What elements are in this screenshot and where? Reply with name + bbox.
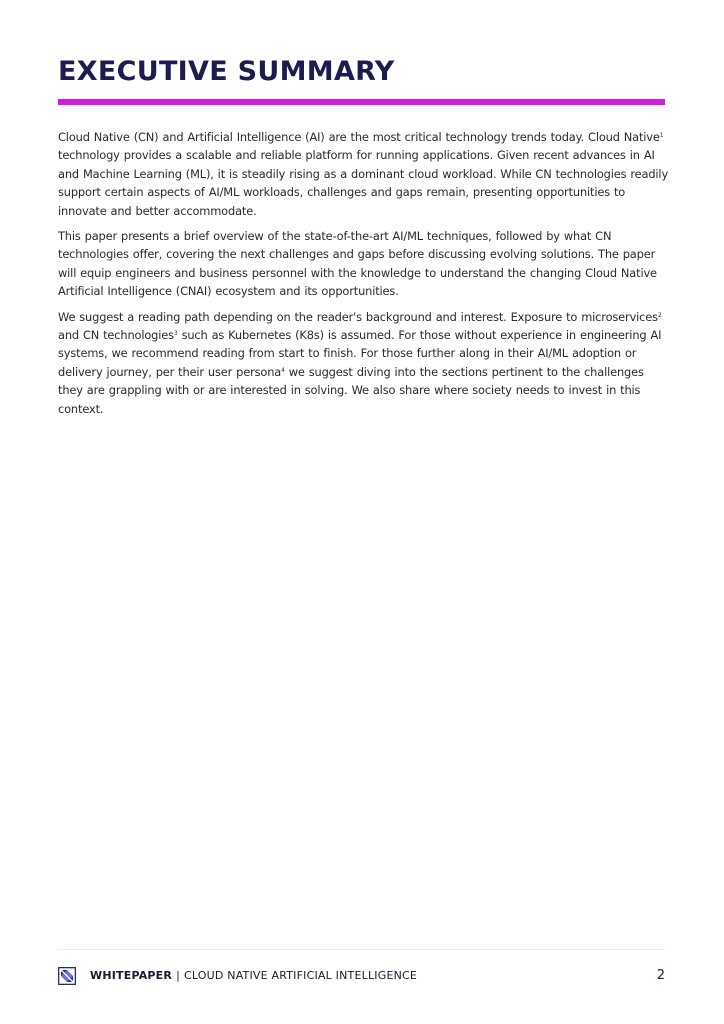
page-number: 2 [656, 968, 665, 983]
page-title: EXECUTIVE SUMMARY [58, 56, 395, 87]
footnote-ref-3[interactable]: 3 [173, 330, 178, 338]
cncf-logo-icon [58, 967, 76, 985]
footer-label [90, 968, 417, 984]
title-underline [58, 99, 665, 105]
paragraph-3: We suggest a reading path depending on the reader's background and interest. Exposure to microservices$^2$ and CN technologies$^3$ such as Kubernetes (K8s) is assumed. For those without experience in engineering AI systems, we recommend reading from start to finish. For those further along in their AI/ML adoption or delivery journey, per their user persona$^4$ we suggest diving into the sections pertinent to the challenges they are grappling with or are interested in solving. We also share where society needs to invest in this context. [58, 309, 662, 416]
executive-summary-body [58, 128, 670, 425]
footer-divider [58, 949, 665, 950]
footnote-ref-4[interactable]: 4 [281, 366, 285, 374]
paragraph-1: Cloud Native (CN) and Artificial Intelligence (AI) are the most critical technology trends today. Cloud Native$^1$ technology provides a scalable and reliable platform for running applications. Given recent advances in AI and Machine Learning (ML), it is steadily rising as a dominant cloud workload. While CN technologies readily support certain aspects of AI/ML workloads, challenges and gaps remain, presenting opportunities to innovate and better accommodate. [58, 130, 669, 218]
footnote-ref-2[interactable]: 2 [657, 311, 662, 319]
paragraph-2: This paper presents a brief overview of the state-of-the-art AI/ML techniques, followed by what CN technologies offer, covering the next challenges and gaps before discussing evolving solutions. The paper will equip engineers and business personnel with the knowledge to understand the changing Cloud Native Artificial Intelligence (CNAI) ecosystem and its opportunities. [58, 229, 657, 299]
footnote-ref-1[interactable]: 1 [659, 132, 664, 139]
footer-separator: | [176, 969, 180, 982]
page-footer [58, 966, 665, 986]
footer-doc-type: WHITEPAPER [90, 969, 173, 982]
footer-doc-title: CLOUD NATIVE ARTIFICIAL INTELLIGENCE [183, 969, 418, 982]
